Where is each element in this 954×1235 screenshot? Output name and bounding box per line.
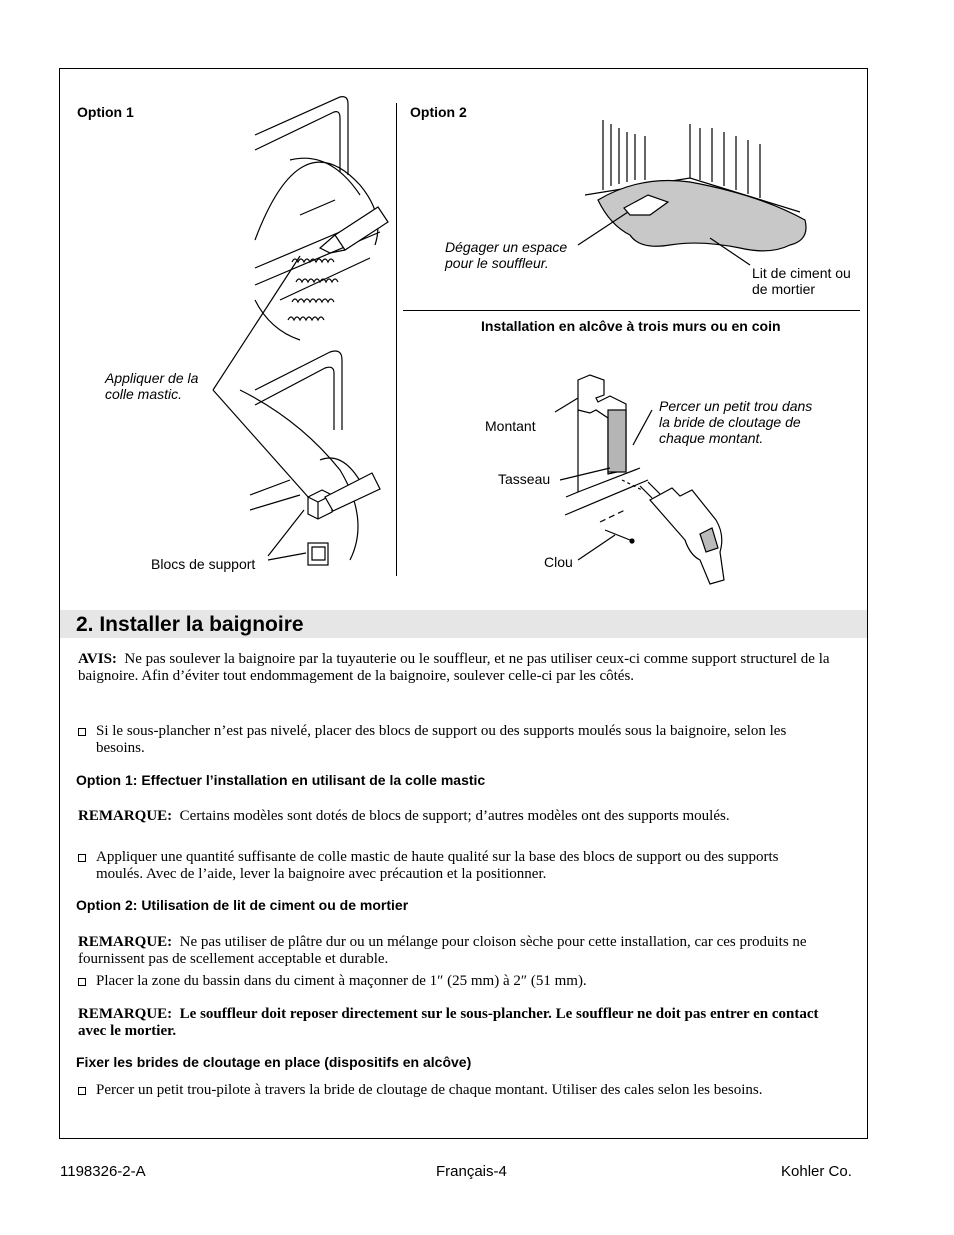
callout-drill: [659, 398, 812, 446]
callout-mastic-line: Appliquer de la: [105, 370, 199, 386]
notice-label: AVIS:: [78, 651, 117, 667]
remark1-paragraph: [78, 808, 838, 825]
bullet-cement: [78, 973, 818, 990]
checkbox-icon: [78, 1087, 86, 1095]
section-header: [60, 610, 867, 638]
remark-label: REMARQUE:: [78, 1006, 173, 1022]
callout-drill-line: Percer un petit trou dans: [659, 398, 813, 414]
footer-doc-number: 1198326-2-A: [60, 1163, 146, 1180]
figure-divider-vertical: [396, 103, 397, 576]
bullet-flange: [78, 1082, 818, 1099]
bullet-flange-text: Percer un petit trou-pilote à travers la bride de cloutage de chaque montant. Utiliser des cales selon les besoins.: [96, 1082, 763, 1098]
option1-heading: Option 1: Effectuer l’installation en utilisant de la colle mastic: [76, 772, 486, 788]
option2-label: Option 2: [410, 104, 467, 120]
alcove-heading: Installation en alcôve à trois murs ou en coin: [481, 318, 781, 334]
notice-text: Ne pas soulever la baignoire par la tuyauterie ou le souffleur, et ne pas utiliser ceux-ci comme support structurel de la baignoire. Afin d’éviter tout endommagement de la baignoire, soulever celle-ci par les côtés.: [78, 651, 830, 684]
callout-clear-space-line: pour le souffleur.: [445, 255, 549, 271]
figure-divider-horizontal: [403, 310, 860, 311]
remark1-text: Certains modèles sont dotés de blocs de support; d’autres modèles ont des supports moulés.: [179, 808, 730, 824]
tub-rim-top: [255, 97, 348, 175]
callout-nail: Clou: [544, 554, 573, 570]
section-title: 2. Installer la baignoire: [76, 613, 304, 636]
footer-page: Français-4: [436, 1163, 507, 1180]
remark3-text: Le souffleur doit reposer directement sur le sous-plancher. Le souffleur ne doit pas entrer en contact avec le mortier.: [78, 1006, 819, 1039]
callout-mastic-line: colle mastic.: [105, 386, 183, 402]
remark3-paragraph: [78, 1006, 838, 1040]
callout-blocks: Blocs de support: [151, 556, 256, 572]
notice-paragraph: [78, 651, 838, 685]
flange-heading: Fixer les brides de cloutage en place (dispositifs en alcôve): [76, 1054, 472, 1070]
remark-label: REMARQUE:: [78, 808, 173, 824]
callout-cement: [752, 265, 851, 297]
callout-clear-space: [445, 239, 567, 271]
callout-stud: Montant: [485, 418, 536, 434]
bullet-cement-text: Placer la zone du bassin dans du ciment à maçonner de 1″ (25 mm) à 2″ (51 mm).: [96, 973, 587, 989]
callout-mastic: [105, 370, 198, 402]
footer-company: Kohler Co.: [781, 1163, 852, 1180]
option2-heading: Option 2: Utilisation de lit de ciment ou de mortier: [76, 897, 409, 913]
remark2-text: Ne pas utiliser de plâtre dur ou un mélange pour cloison sèche pour cette installation, car ces produits ne fournissent pas de scellement acceptable et durable.: [78, 934, 807, 967]
callout-cleat: Tasseau: [498, 471, 551, 487]
callout-cement-line: de mortier: [752, 281, 816, 297]
remark-label: REMARQUE:: [78, 934, 173, 950]
option1-label: Option 1: [77, 104, 134, 120]
checkbox-icon: [78, 854, 86, 862]
bullet-level: [78, 723, 818, 757]
callout-clear-space-line: Dégager un espace: [445, 239, 568, 255]
bullet-mastic: [78, 849, 818, 883]
bullet-level-text: Si le sous-plancher n’est pas nivelé, placer des blocs de support ou des supports moulés sous la baignoire, selon les besoins.: [96, 723, 787, 756]
checkbox-icon: [78, 978, 86, 986]
callout-drill-line: chaque montant.: [659, 430, 764, 446]
callout-cement-line: Lit de ciment ou: [752, 265, 851, 281]
bullet-mastic-text: Appliquer une quantité suffisante de colle mastic de haute qualité sur la base des blocs de support ou des supports moulés. Avec de l’aide, lever la baignoire avec précaution et la positionner.: [96, 849, 779, 882]
remark2-paragraph: [78, 934, 838, 968]
callout-drill-line: la bride de cloutage de: [659, 414, 801, 430]
checkbox-icon: [78, 728, 86, 736]
